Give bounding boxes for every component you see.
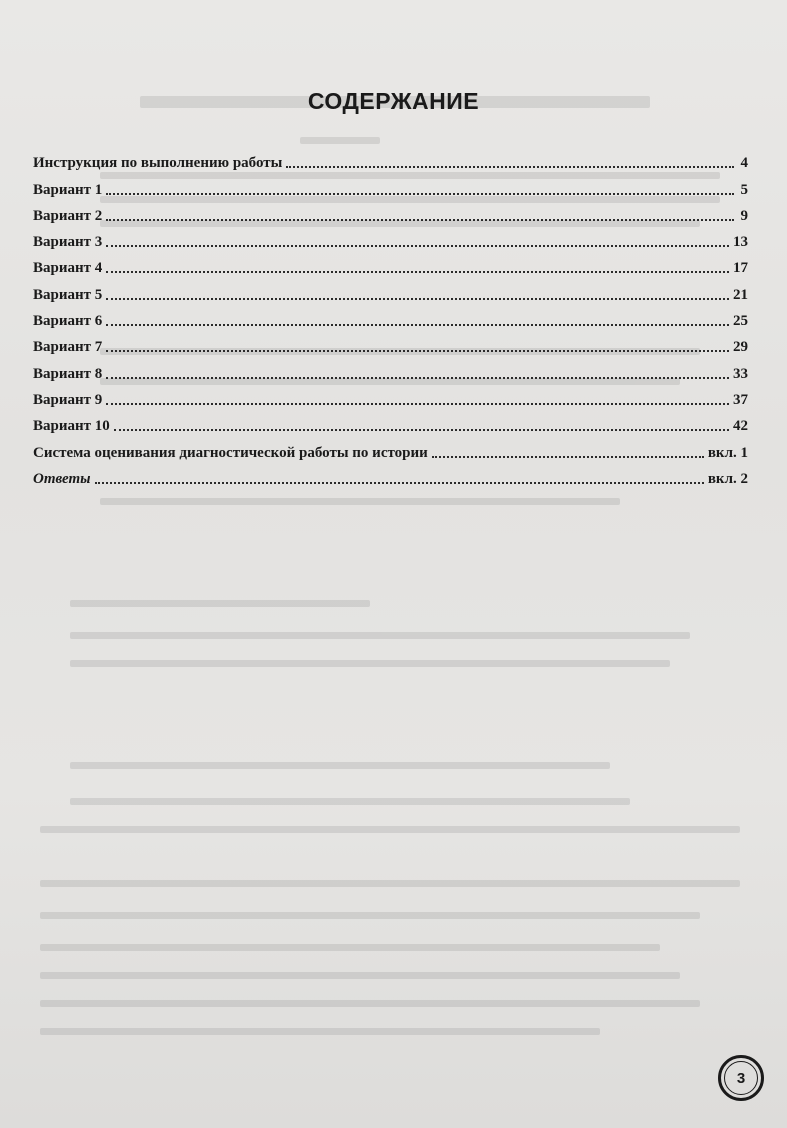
toc-entry[interactable] <box>33 172 748 198</box>
toc-leader-dots <box>106 403 729 405</box>
toc-leader-dots <box>106 245 729 247</box>
toc-entry-page: 21 <box>733 286 748 303</box>
toc-leader-dots <box>286 166 734 168</box>
toc-leader-dots <box>106 350 729 352</box>
toc-entry[interactable] <box>33 409 748 435</box>
toc-leader-dots <box>106 271 729 273</box>
toc-leader-dots <box>106 193 734 195</box>
toc-entry-label: Вариант 6 <box>33 313 103 330</box>
toc-leader-dots <box>106 298 729 300</box>
toc-entry-label: Вариант 10 <box>33 418 110 435</box>
toc-leader-dots <box>432 456 704 458</box>
toc-entry-page: 25 <box>733 313 748 330</box>
toc-entry-label: Вариант 3 <box>33 234 103 251</box>
toc-entry-page: 37 <box>733 391 748 408</box>
toc-leader-dots <box>95 482 704 484</box>
toc-entry[interactable] <box>33 435 748 461</box>
toc-entry-label: Вариант 9 <box>33 391 103 408</box>
toc-entry-label: Система оценивания диагностической работы по истории <box>33 444 428 461</box>
toc-entry[interactable] <box>33 356 748 382</box>
toc-entry[interactable] <box>33 462 748 488</box>
toc-entry[interactable] <box>33 330 748 356</box>
toc-entry-label: Вариант 1 <box>33 181 103 198</box>
table-of-contents <box>33 146 748 488</box>
page-number: 3 <box>724 1061 758 1095</box>
toc-entry-page: 29 <box>733 339 748 356</box>
toc-entry[interactable] <box>33 383 748 409</box>
toc-entry[interactable] <box>33 251 748 277</box>
toc-entry[interactable] <box>33 199 748 225</box>
toc-entry-page: вкл. 1 <box>707 444 748 461</box>
toc-leader-dots <box>106 219 734 221</box>
toc-leader-dots <box>106 324 729 326</box>
toc-entry-page: вкл. 2 <box>707 470 748 487</box>
toc-entry[interactable] <box>33 225 748 251</box>
toc-entry-page: 4 <box>740 155 748 172</box>
toc-entry-label: Вариант 2 <box>33 207 103 224</box>
toc-entry-label: Вариант 8 <box>33 365 103 382</box>
toc-entry-page: 13 <box>733 234 748 251</box>
toc-leader-dots <box>106 377 729 379</box>
toc-entry-page: 42 <box>733 418 748 435</box>
toc-entry-label: Вариант 5 <box>33 286 103 303</box>
toc-entry-label: Вариант 7 <box>33 339 103 356</box>
page-number-badge <box>718 1055 764 1101</box>
toc-entry-page: 33 <box>733 365 748 382</box>
page-title: СОДЕРЖАНИЕ <box>307 88 480 114</box>
toc-entry-label: Ответы <box>33 470 91 487</box>
toc-entry[interactable] <box>33 304 748 330</box>
toc-entry[interactable] <box>33 146 748 172</box>
toc-leader-dots <box>114 429 729 431</box>
toc-entry-label: Вариант 4 <box>33 260 103 277</box>
toc-entry-label: Инструкция по выполнению работы <box>33 155 283 172</box>
toc-entry-page: 9 <box>740 207 748 224</box>
toc-entry-page: 17 <box>733 260 748 277</box>
toc-entry[interactable] <box>33 277 748 303</box>
toc-entry-page: 5 <box>740 181 748 198</box>
